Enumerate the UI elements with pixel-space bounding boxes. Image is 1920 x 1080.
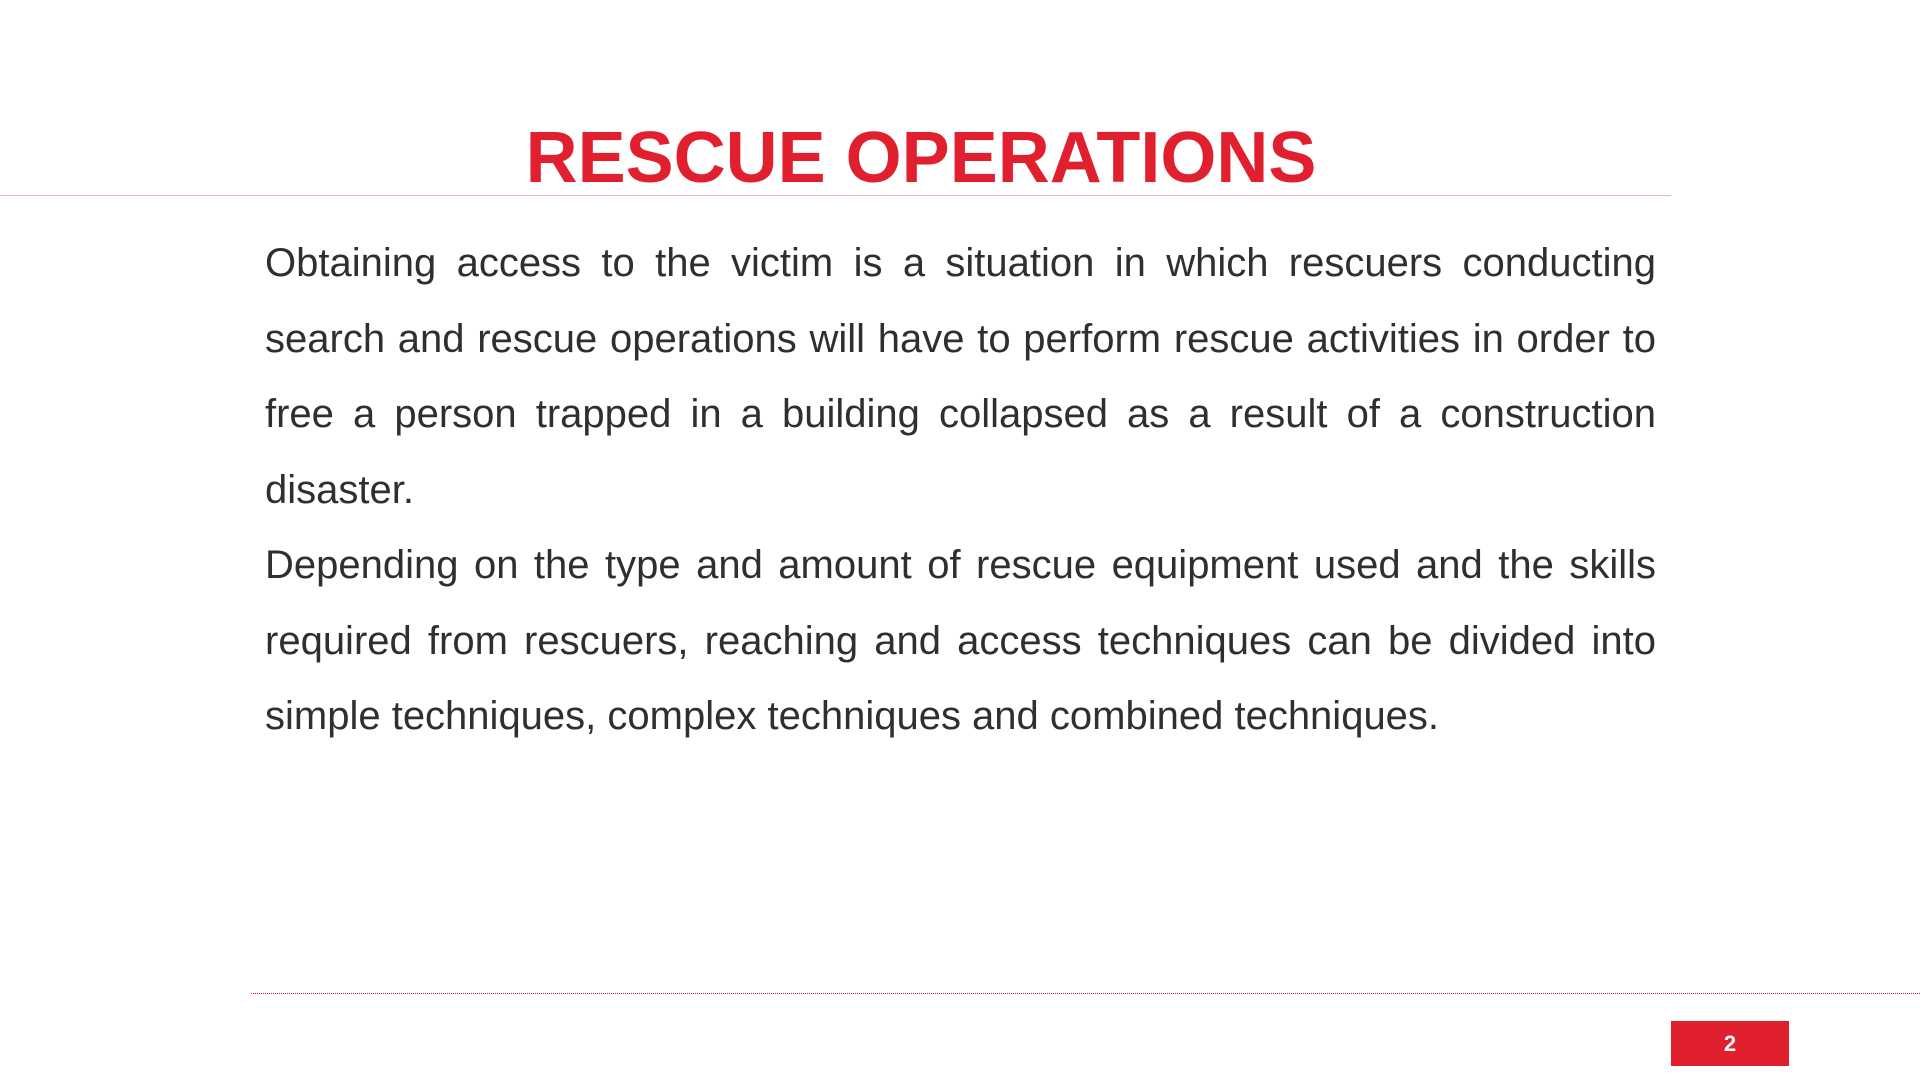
title-divider — [0, 195, 1671, 196]
page-number-badge: 2 — [1671, 1021, 1789, 1066]
body-paragraph: Obtaining access to the victim is a situation in which rescuers conducting search and rescue operations will have to perform rescue activities in order to free a person trapped in a building collapsed as a result of a construction disaster. — [265, 241, 1656, 512]
slide-body — [265, 226, 1656, 755]
footer-divider — [251, 993, 1920, 994]
slide-title: RESCUE OPERATIONS — [525, 118, 1317, 198]
body-paragraph: Depending on the type and amount of rescue equipment used and the skills required from rescuers, reaching and access techniques can be divided into simple techniques, complex techniques and combined techniques. — [265, 543, 1656, 738]
